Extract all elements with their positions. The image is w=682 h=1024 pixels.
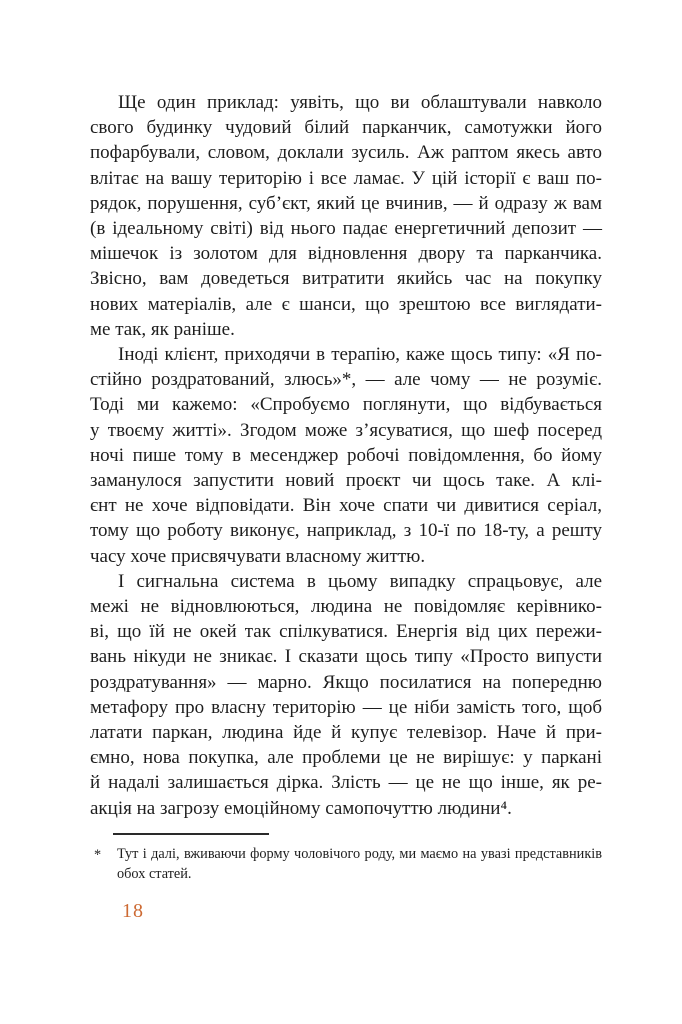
text-line: роздратування» — марно. Якщо посилатися на попередню	[90, 671, 602, 693]
text-line: часу хоче присвячувати власному життю.	[90, 545, 426, 567]
footnote-line: обох статей.	[117, 866, 192, 882]
text-line: й надалі залишається дірка. Злість — це не що інше, як ре-	[90, 772, 602, 794]
paragraph	[90, 90, 602, 342]
text-line: (в ідеальному світі) від нього падає енергетичний депозит —	[90, 218, 602, 240]
text-line: пофарбували, словом, доклали зусиль. Аж раптом якесь авто	[90, 142, 602, 164]
text-line: мішечок із золотом для відновлення двору та парканчика.	[90, 243, 602, 265]
body-text	[90, 90, 602, 821]
text-line: вань нікуди не зникає. І сказати щось типу «Просто випусти	[90, 646, 602, 668]
page-number: 18	[122, 900, 144, 922]
text-line: латати паркан, людина йде й купує телевізор. Наче й при-	[90, 722, 602, 744]
text-line: Звісно, вам доведеться витратити якийсь час на покупку	[90, 268, 602, 290]
text-line: влітає на вашу територію і все ламає. У цій історії є ваш по-	[90, 167, 602, 189]
text-line: у твоєму житті». Згодом може з’ясуватися, що шеф посеред	[90, 419, 602, 441]
text-line: Тоді ми кажемо: «Спробуємо поглянути, що відбувається	[90, 394, 602, 416]
text-line: єнт не хоче відповідати. Він хоче спати чи дивитися серіал,	[90, 495, 602, 517]
text-line: тому що роботу виконує, наприклад, з 10-ї по 18-ту, а решту	[90, 520, 602, 542]
text-line: ємно, нова покупка, але проблеми це не вирішує: у паркані	[90, 747, 602, 769]
text-line: рядок, порушення, суб’єкт, який це вчинив, — й одразу ж вам	[90, 192, 602, 214]
text-line: метафору про власну територію — це ніби замість того, щоб	[90, 696, 602, 718]
text-line: І сигнальна система в цьому випадку спрацьовує, але	[118, 570, 602, 592]
text-line: свого будинку чудовий білий парканчик, самотужки його	[90, 117, 602, 139]
footnote-text	[117, 844, 602, 884]
footnote-area	[90, 833, 602, 884]
text-line: стійно роздратований, злюсь»*, — але чому — не розуміє.	[90, 369, 602, 391]
text-line: нових матеріалів, але є шанси, що зрештою все виглядати-	[90, 293, 602, 315]
text-line: Іноді клієнт, приходячи в терапію, каже щось типу: «Я по-	[118, 344, 602, 366]
text-line: Ще один приклад: уявіть, що ви облаштували навколо	[118, 92, 602, 113]
text-line: заманулося запустити новий проєкт чи щось таке. А клі-	[90, 470, 602, 492]
footnote	[90, 844, 602, 884]
footnote-line: Тут і далі, вживаючи форму чоловічого роду, ми маємо на увазі представників	[117, 846, 602, 862]
text-line: ві, що їй не окей так спілкуватися. Енергія від цих пережи-	[90, 621, 602, 643]
text-line: ме так, як раніше.	[90, 318, 235, 340]
paragraph	[90, 569, 602, 821]
paragraph	[90, 342, 602, 569]
footnote-divider	[113, 833, 269, 835]
text-line: межі не відновлюються, людина не повідомляє керівнико-	[90, 596, 602, 618]
text-line: ночі пише тому в месенджер робочі повідомлення, бо йому	[90, 444, 602, 466]
footnote-marker: *	[94, 847, 102, 863]
text-line: акція на загрозу емоційному самопочуттю людини⁴.	[90, 797, 512, 819]
